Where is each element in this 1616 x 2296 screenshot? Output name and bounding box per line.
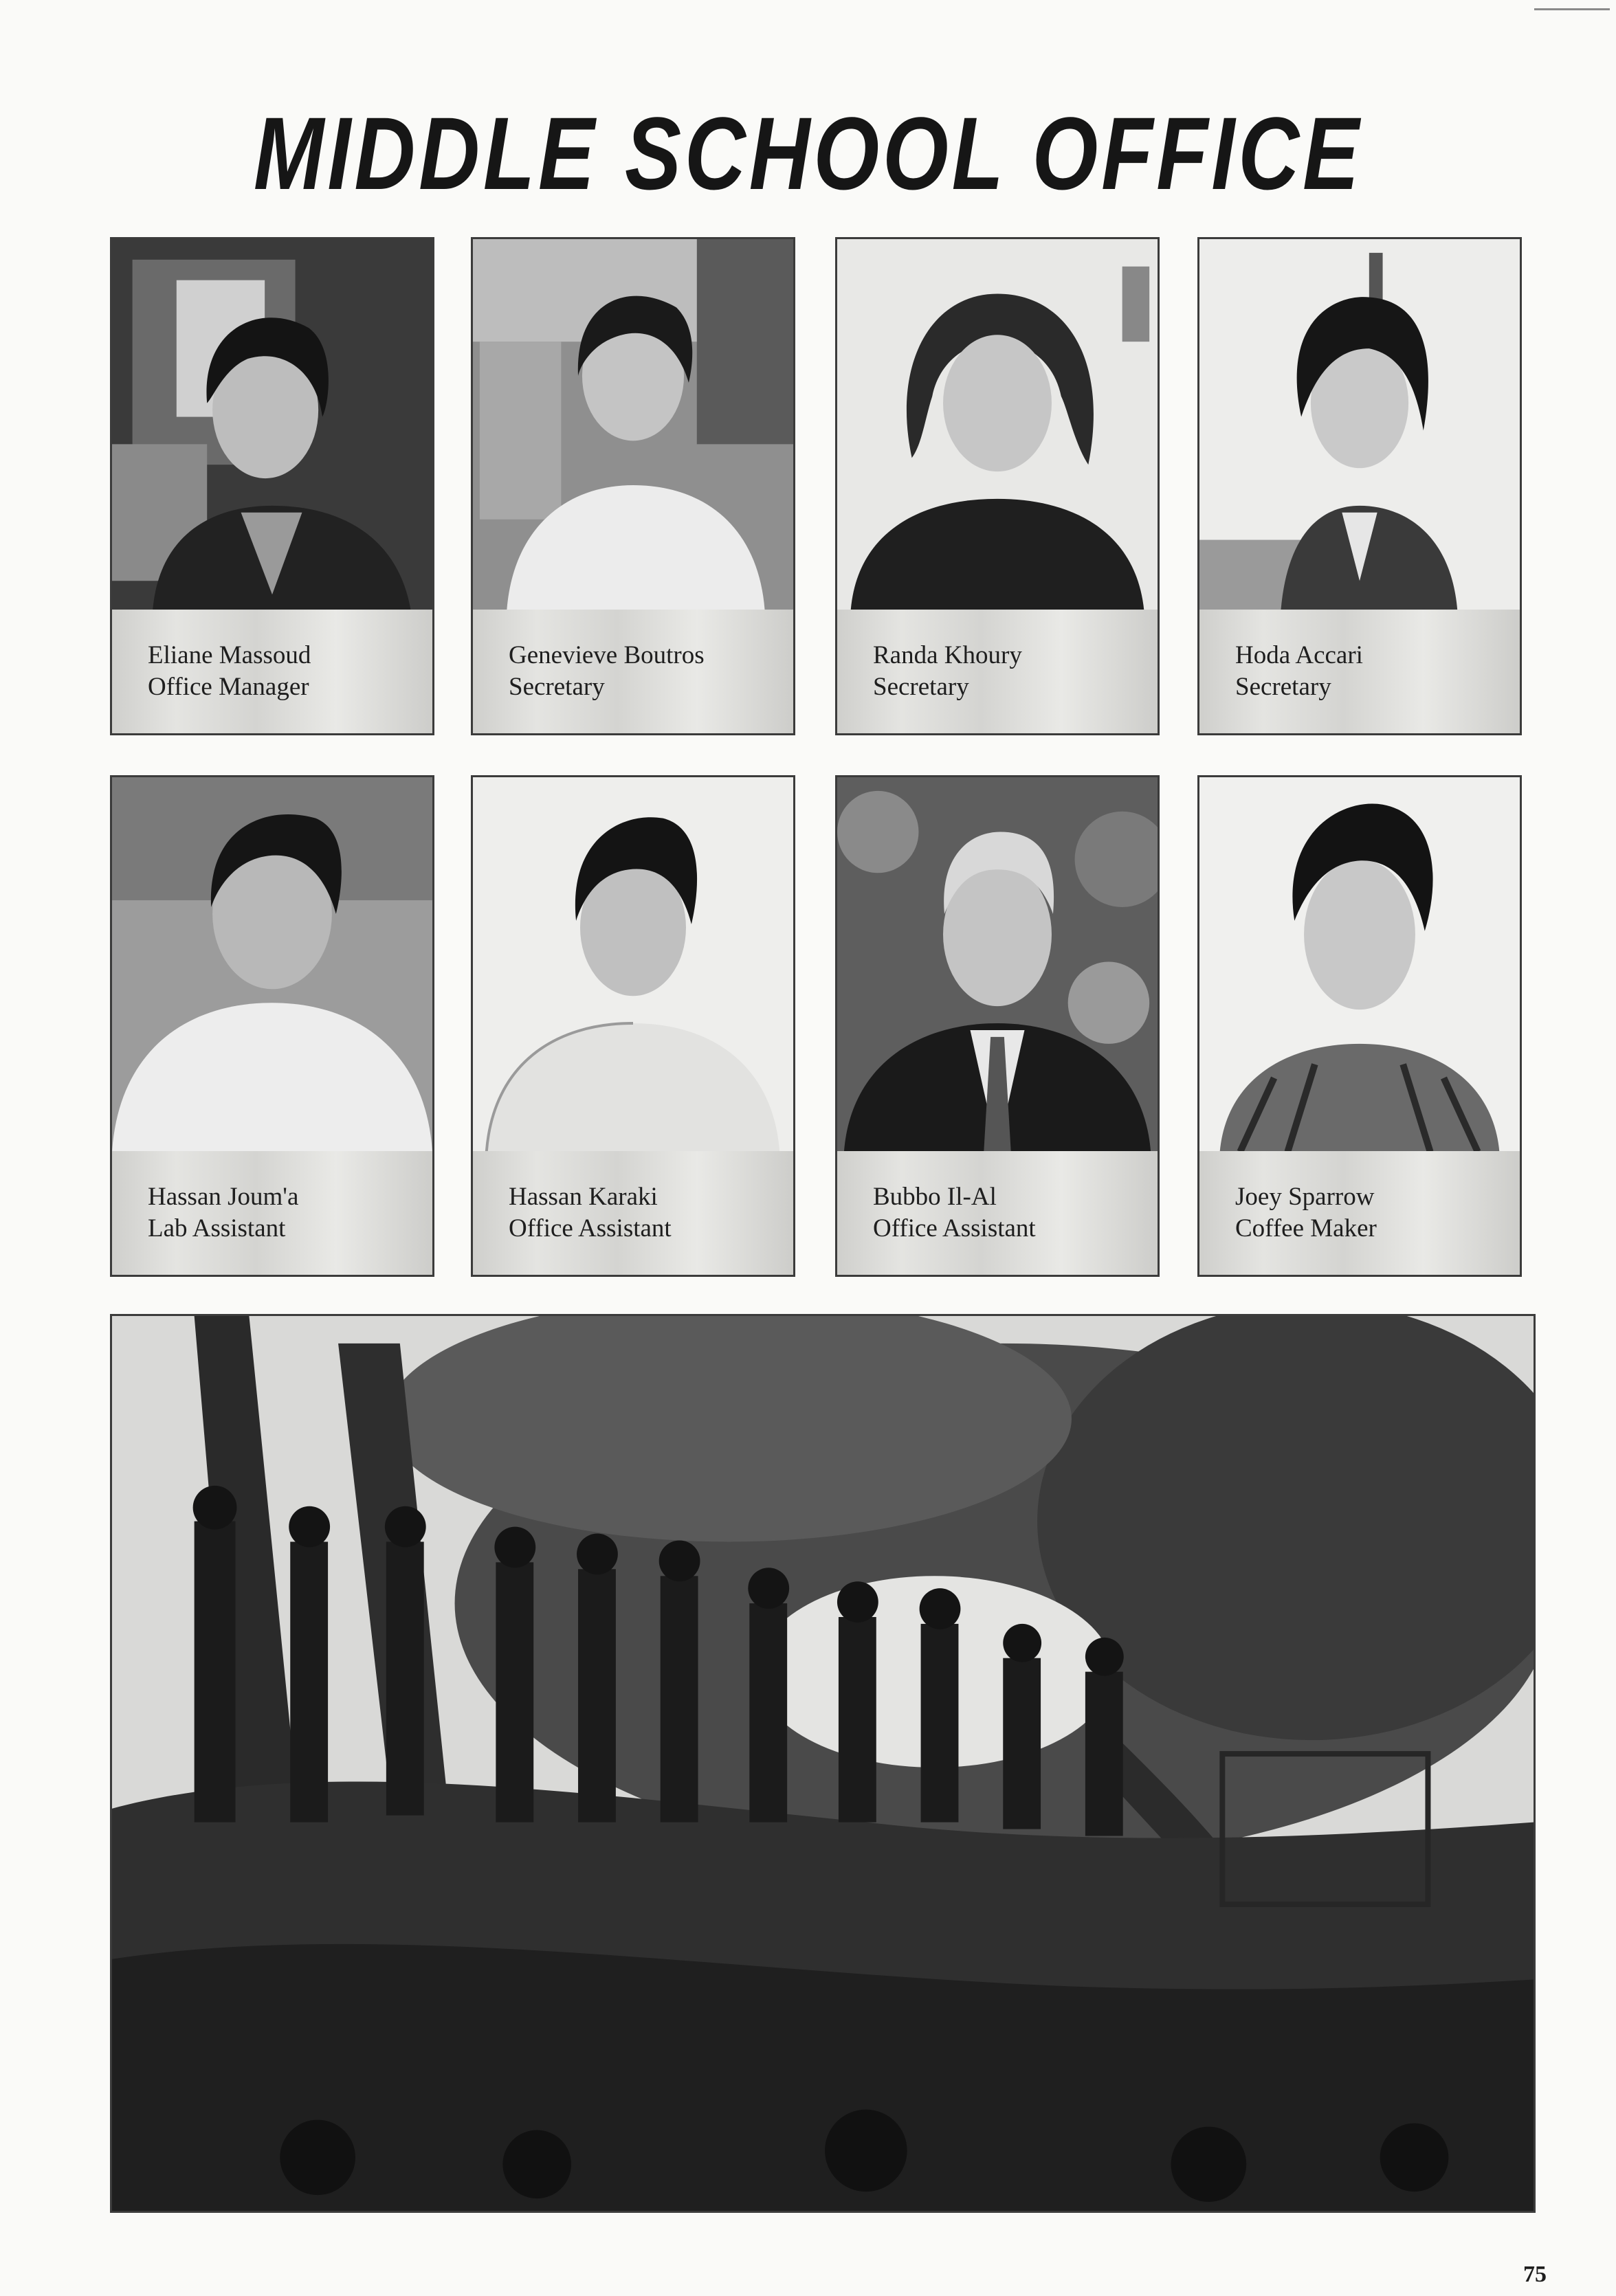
staff-photo xyxy=(473,777,793,1154)
staff-name: Joey Sparrow xyxy=(1235,1183,1375,1211)
staff-card-hoda-accari xyxy=(1197,237,1522,735)
staff-caption xyxy=(112,1151,432,1275)
staff-photo xyxy=(837,777,1158,1154)
staff-card-eliane-massoud xyxy=(110,237,434,735)
staff-card-hassan-jouma xyxy=(110,775,434,1277)
page-title: MIDDLE SCHOOL OFFICE xyxy=(253,96,1363,211)
staff-caption xyxy=(473,610,793,733)
staff-caption xyxy=(837,1151,1158,1275)
staff-card-randa-khoury xyxy=(835,237,1160,735)
staff-caption xyxy=(112,610,432,733)
staff-photo xyxy=(1199,777,1520,1154)
staff-role: Office Manager xyxy=(148,673,309,701)
staff-card-hassan-karaki xyxy=(471,775,795,1277)
staff-card-joey-sparrow xyxy=(1197,775,1522,1277)
staff-caption xyxy=(837,610,1158,733)
staff-name: Genevieve Boutros xyxy=(509,641,705,669)
staff-role: Coffee Maker xyxy=(1235,1214,1377,1242)
staff-photo xyxy=(1199,239,1520,612)
staff-role: Secretary xyxy=(1235,673,1331,701)
staff-role: Office Assistant xyxy=(873,1214,1036,1242)
staff-caption xyxy=(1199,610,1520,733)
staff-name: Bubbo Il-Al xyxy=(873,1183,997,1211)
staff-name: Eliane Massoud xyxy=(148,641,311,669)
staff-card-genevieve-boutros xyxy=(471,237,795,735)
staff-caption xyxy=(1199,1151,1520,1275)
corner-rule xyxy=(1534,8,1610,10)
staff-card-bubbo-il-al xyxy=(835,775,1160,1277)
staff-role: Secretary xyxy=(509,673,605,701)
staff-photo xyxy=(473,239,793,612)
staff-name: Hassan Karaki xyxy=(509,1183,658,1211)
staff-role: Lab Assistant xyxy=(148,1214,286,1242)
staff-photo xyxy=(112,777,432,1154)
group-photo-students-on-hill xyxy=(110,1314,1536,2213)
staff-photo xyxy=(837,239,1158,612)
staff-name: Hoda Accari xyxy=(1235,641,1363,669)
staff-name: Hassan Joum'a xyxy=(148,1183,299,1211)
staff-caption xyxy=(473,1151,793,1275)
staff-photo xyxy=(112,239,432,612)
staff-role: Secretary xyxy=(873,673,969,701)
staff-name: Randa Khoury xyxy=(873,641,1022,669)
staff-role: Office Assistant xyxy=(509,1214,672,1242)
page-number: 75 xyxy=(1523,2262,1547,2287)
